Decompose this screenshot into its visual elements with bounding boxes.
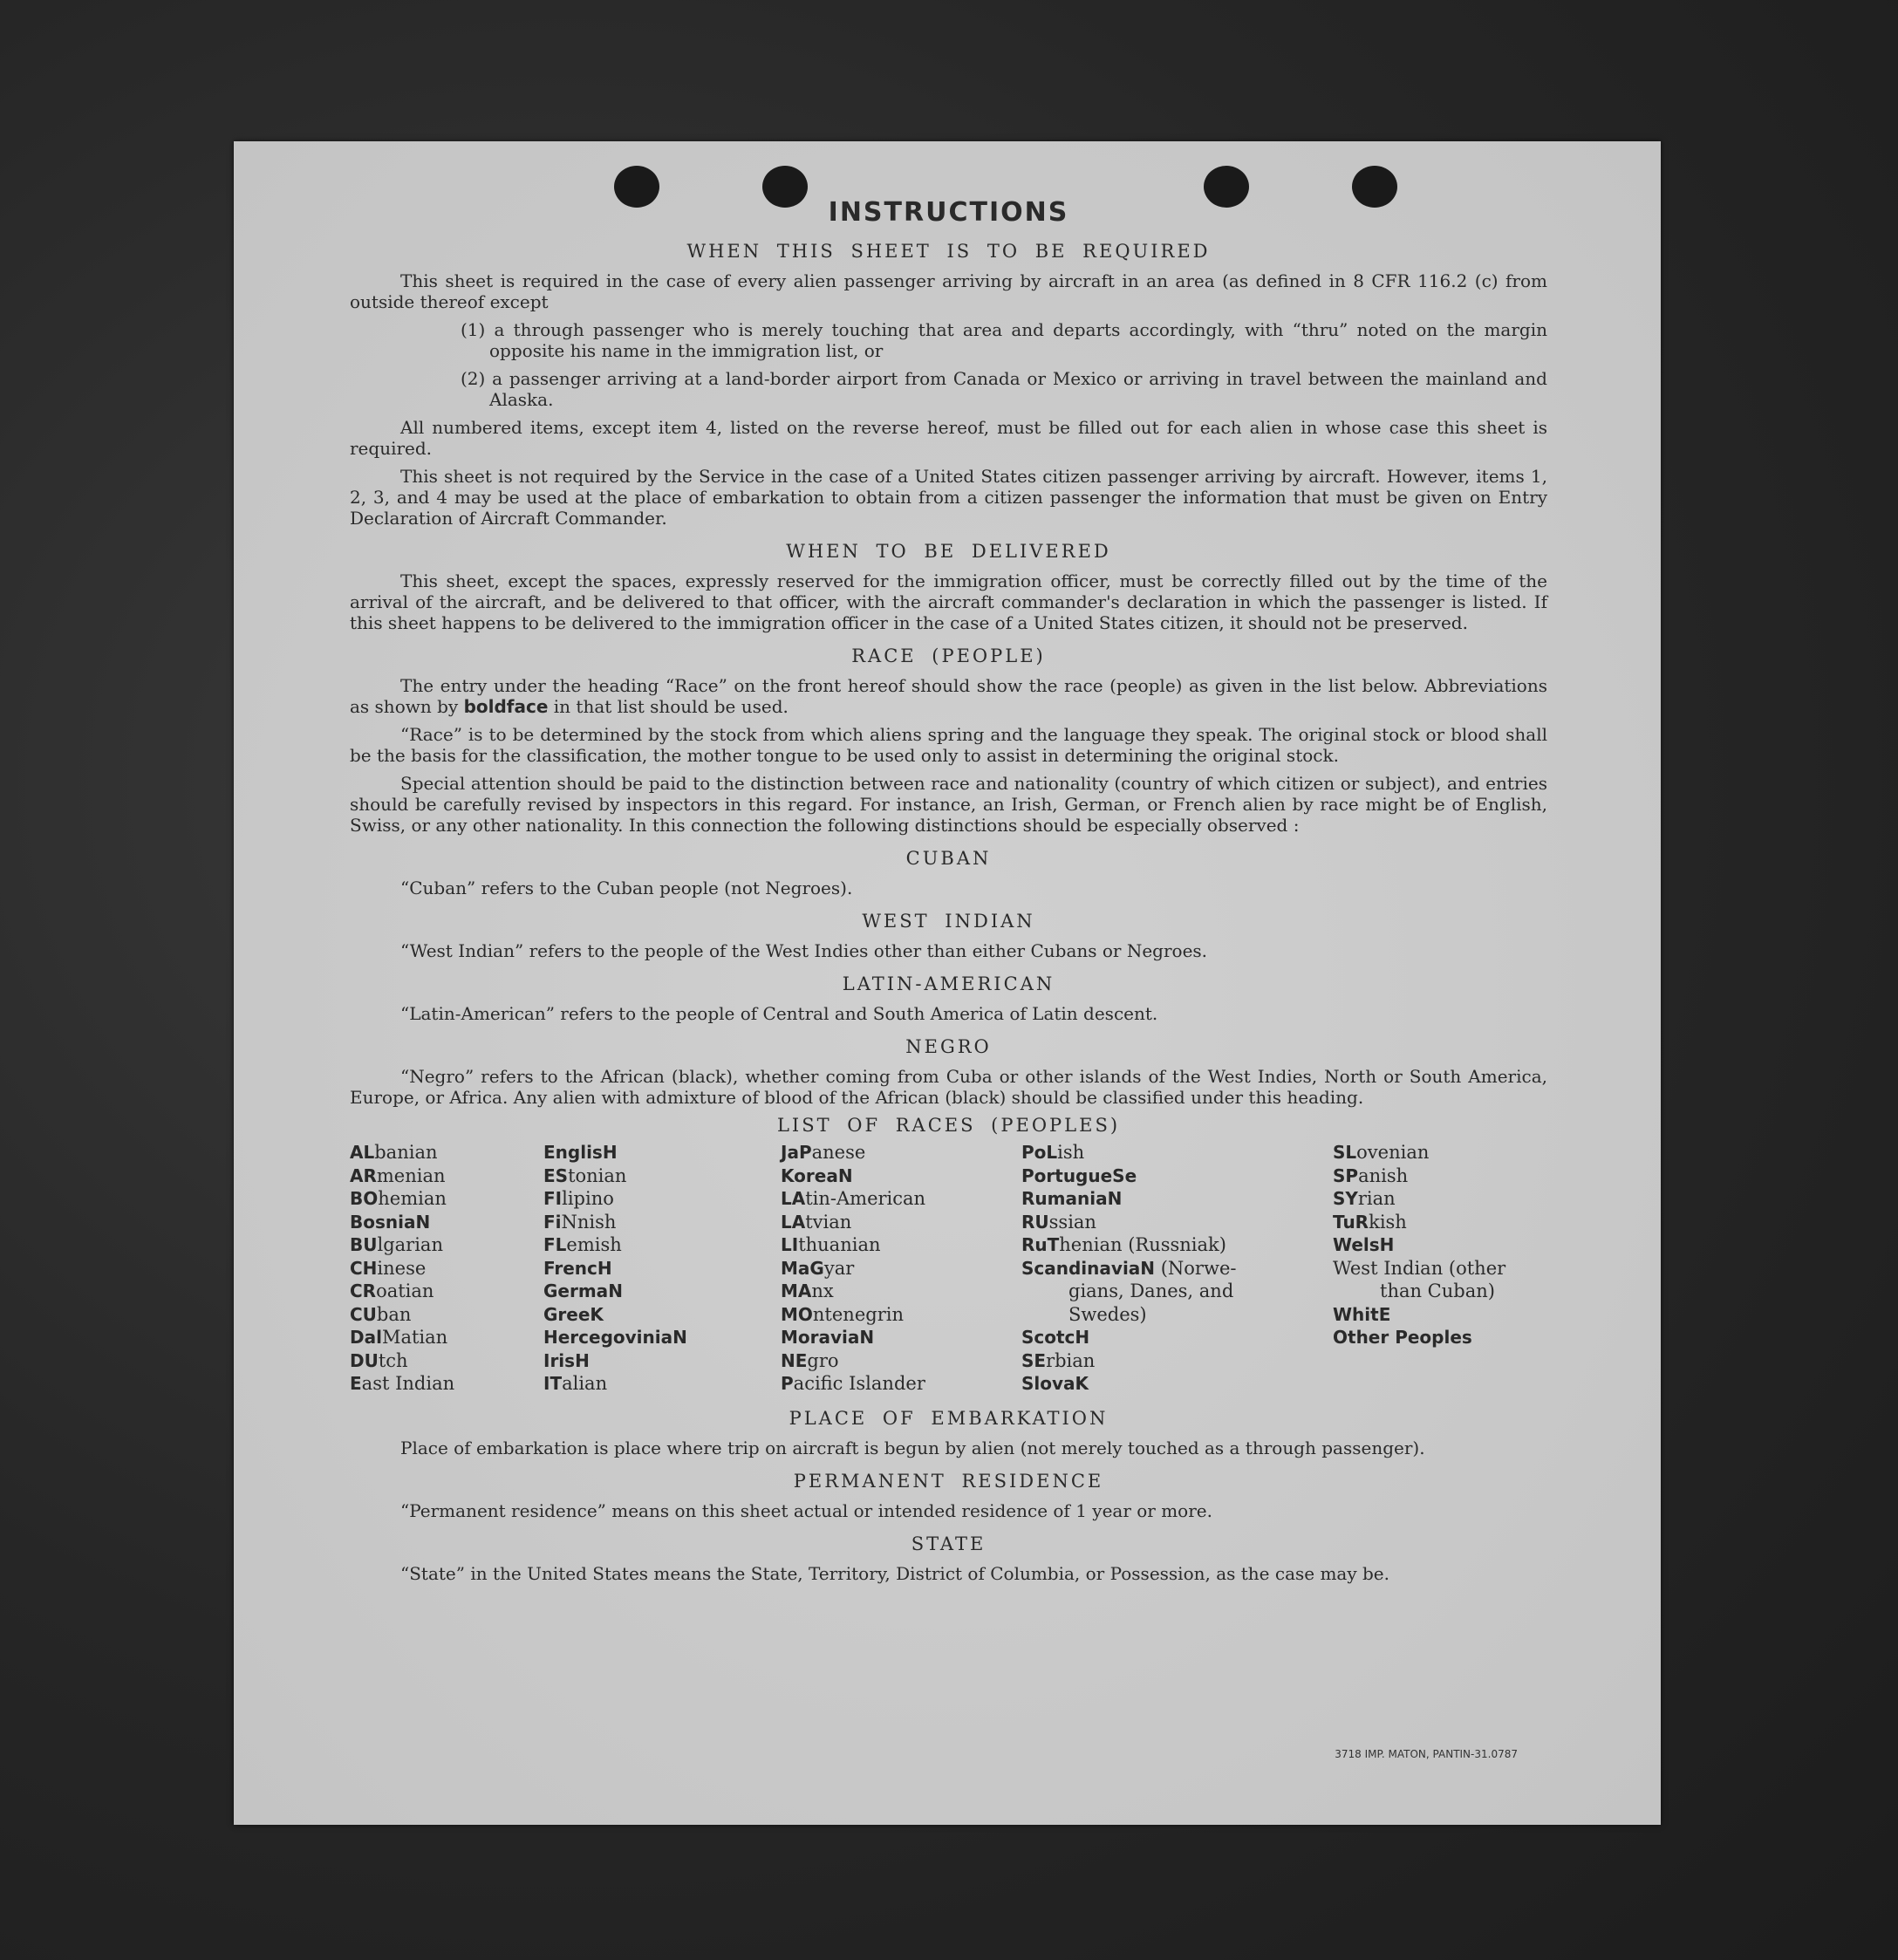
races-list — [350, 1141, 1547, 1396]
race-abbrev: Englis — [543, 1142, 603, 1163]
race-rest: nx — [811, 1280, 834, 1301]
section-heading: WHEN THIS SHEET IS TO BE REQUIRED — [686, 241, 1211, 262]
race-item — [543, 1164, 781, 1188]
race-item — [1021, 1349, 1333, 1373]
paragraph: This sheet, except the spaces, expressly reserved for the immigration officer, must be correctly filled out by the time of the arrival of the aircraft, and be delivered to that officer, with the aircraft commander's declaration in which the passenger is listed. If this sheet happens to be delivered to the immigration officer in the case of a United States citizen, it should not be preserved. — [350, 570, 1547, 633]
race-rest: banian — [374, 1142, 438, 1163]
race-abbrev: Fi — [543, 1211, 562, 1233]
race-rest: (Norwe- — [1155, 1257, 1237, 1279]
race-rest: gro — [807, 1349, 839, 1371]
race-abbrev: SY — [1333, 1188, 1358, 1209]
race-abbrev: RU — [1021, 1211, 1049, 1233]
races-column — [1021, 1141, 1333, 1396]
race-item — [543, 1211, 781, 1234]
race-item — [350, 1280, 543, 1303]
race-abbrev: JaP — [781, 1142, 812, 1163]
race-abbrev: Korea — [781, 1164, 838, 1186]
paragraph: Special attention should be paid to the distinction between race and nationality (country of which citizen or subject), and entries should be carefully revised by inspectors in this regard. For instance, an Irish, German, or French alien by race might be of English, Swiss, or any other nationality. In this connection the following distinctions should be especially observed : — [350, 773, 1547, 836]
race-abbrev-suffix: H — [1379, 1234, 1395, 1255]
race-rest: tch — [378, 1349, 408, 1371]
race-item — [1021, 1164, 1333, 1188]
race-abbrev: Slova — [1021, 1373, 1075, 1394]
race-abbrev: Wels — [1333, 1234, 1380, 1255]
race-abbrev: Germa — [543, 1280, 609, 1301]
race-abbrev: Bosnia — [350, 1211, 416, 1233]
race-abbrev: MaG — [781, 1257, 824, 1279]
race-abbrev-suffix: K — [590, 1303, 604, 1325]
race-rest: kish — [1369, 1211, 1407, 1233]
printer-imprint: 3718 IMP. MATON, PANTIN-31.0787 — [1335, 1748, 1518, 1760]
race-item — [781, 1326, 1021, 1349]
document-page — [234, 141, 1661, 1825]
race-item — [781, 1349, 1021, 1373]
race-rest: ish — [1057, 1142, 1085, 1163]
race-rest: emish — [566, 1234, 622, 1255]
race-abbrev: Frenc — [543, 1257, 597, 1279]
race-item — [781, 1233, 1021, 1257]
races-column — [781, 1141, 1021, 1396]
race-rest: henian (Russniak) — [1059, 1234, 1226, 1255]
race-abbrev: Iris — [543, 1349, 576, 1371]
race-abbrev: TuR — [1333, 1211, 1369, 1233]
race-item — [1333, 1187, 1547, 1211]
race-abbrev: Scotc — [1021, 1327, 1075, 1348]
race-rest: inese — [377, 1257, 427, 1279]
race-abbrev-suffix: H — [602, 1142, 618, 1163]
race-item — [350, 1211, 543, 1234]
race-rest: Matian — [381, 1327, 448, 1348]
race-rest: acific Islander — [793, 1373, 925, 1394]
race-rest: hemian — [378, 1188, 447, 1209]
race-abbrev: Hercegovinia — [543, 1327, 673, 1348]
race-item — [1021, 1326, 1333, 1349]
race-rest: menian — [376, 1164, 446, 1186]
race-abbrev-suffix: N — [859, 1327, 875, 1348]
race-item — [1021, 1233, 1333, 1257]
race-item — [543, 1372, 781, 1396]
race-abbrev: CR — [350, 1280, 377, 1301]
race-item — [543, 1233, 781, 1257]
race-abbrev: P — [781, 1373, 794, 1394]
race-rest: Nnish — [561, 1211, 617, 1233]
race-rest: rian — [1357, 1188, 1396, 1209]
race-abbrev: E — [350, 1373, 362, 1394]
race-item — [1021, 1257, 1333, 1280]
race-abbrev: PortugueSe — [1021, 1164, 1137, 1186]
race-text: Other Peoples — [1333, 1327, 1472, 1348]
race-abbrev: LA — [781, 1211, 806, 1233]
section-heading: STATE — [911, 1533, 987, 1554]
race-item — [1333, 1280, 1547, 1303]
race-item — [543, 1326, 781, 1349]
paragraph: This sheet is not required by the Service in the case of a United States citizen passenger arriving by aircraft. However, items 1, 2, 3, and 4 may be used at the place of embarkation to obtain from a citizen passenger the information that must be given on Entry Declaration of Aircraft Commander. — [350, 466, 1547, 529]
race-item — [1021, 1141, 1333, 1164]
race-abbrev: AL — [350, 1142, 375, 1163]
text: The entry under the heading “Race” on the front hereof should show the race (people) as given in the list below. Abbreviations as shown by — [350, 675, 1547, 717]
race-rest: tvian — [805, 1211, 852, 1233]
race-abbrev: NE — [781, 1349, 808, 1371]
race-rest: alian — [562, 1373, 608, 1394]
race-abbrev: FI — [543, 1188, 563, 1209]
race-item — [1021, 1303, 1333, 1327]
race-rest: tin-American — [805, 1188, 926, 1209]
section-heading: PERMANENT RESIDENCE — [793, 1470, 1104, 1492]
paragraph: “Latin-American” refers to the people of Central and South America of Latin descent. — [400, 1003, 1158, 1024]
races-column — [1333, 1141, 1547, 1396]
boldface-word: boldface — [463, 696, 549, 717]
race-item — [543, 1280, 781, 1303]
race-abbrev: CH — [350, 1257, 378, 1279]
race-abbrev: Rumania — [1021, 1188, 1108, 1209]
paragraph: This sheet is required in the case of every alien passenger arriving by aircraft in an area (as defined in 8 CFR 116.2 (c) from outside thereof except — [350, 270, 1547, 312]
race-abbrev: MA — [781, 1280, 812, 1301]
race-rest: thuanian — [798, 1234, 881, 1255]
race-abbrev-suffix: E — [1378, 1303, 1391, 1325]
race-item — [781, 1303, 1021, 1327]
race-item — [1333, 1211, 1547, 1234]
race-abbrev-suffix: H — [1075, 1327, 1090, 1348]
section-heading: PLACE OF EMBARKATION — [789, 1407, 1109, 1429]
section-heading: WEST INDIAN — [862, 911, 1035, 932]
race-abbrev: Scandinavia — [1021, 1257, 1141, 1279]
paragraph: “State” in the United States means the State, Territory, District of Columbia, or Possession, as the case may be. — [400, 1562, 1389, 1584]
race-rest: oatian — [376, 1280, 434, 1301]
race-item — [543, 1141, 781, 1164]
race-rest: ssian — [1048, 1211, 1096, 1233]
race-abbrev: AR — [350, 1164, 377, 1186]
page-title: INSTRUCTIONS — [828, 197, 1069, 228]
race-item — [781, 1141, 1021, 1164]
race-abbrev: SE — [1021, 1349, 1047, 1371]
race-item — [350, 1372, 543, 1396]
race-item — [781, 1372, 1021, 1396]
race-item — [1333, 1326, 1547, 1349]
race-abbrev: Whit — [1333, 1303, 1379, 1325]
paragraph: Place of embarkation is place where trip on aircraft is begun by alien (not merely touched as a through passenger). — [400, 1437, 1425, 1458]
race-abbrev: BO — [350, 1188, 379, 1209]
race-rest: tonian — [568, 1164, 627, 1186]
paragraph — [350, 675, 1547, 717]
race-abbrev-suffix: N — [608, 1280, 623, 1301]
race-abbrev: ES — [543, 1164, 569, 1186]
race-item — [1021, 1372, 1333, 1396]
race-rest: ovenian — [1356, 1142, 1430, 1163]
race-item — [1333, 1257, 1547, 1280]
section-heading: LIST OF RACES (PEOPLES) — [776, 1115, 1121, 1136]
race-abbrev: PoL — [1021, 1142, 1058, 1163]
race-text: West Indian (other — [1333, 1257, 1506, 1279]
race-item — [1333, 1233, 1547, 1257]
race-rest: ast Indian — [361, 1373, 455, 1394]
race-item — [1333, 1303, 1547, 1327]
race-item — [781, 1280, 1021, 1303]
race-abbrev: Gree — [543, 1303, 591, 1325]
race-item — [350, 1233, 543, 1257]
race-item — [1333, 1141, 1547, 1164]
section-heading: NEGRO — [905, 1036, 992, 1057]
race-abbrev: CU — [350, 1303, 377, 1325]
race-text: than Cuban) — [1380, 1280, 1495, 1301]
race-item — [1021, 1211, 1333, 1234]
race-item — [1021, 1187, 1333, 1211]
instructions-content — [350, 197, 1547, 1591]
race-rest: ban — [376, 1303, 412, 1325]
race-abbrev-suffix: N — [1140, 1257, 1156, 1279]
race-abbrev: Dal — [350, 1327, 382, 1348]
paragraph: “West Indian” refers to the people of the West Indies other than either Cubans or Negroes. — [400, 940, 1208, 961]
race-item — [1021, 1280, 1333, 1303]
paragraph: “Cuban” refers to the Cuban people (not Negroes). — [400, 878, 853, 898]
race-abbrev: RuT — [1021, 1234, 1060, 1255]
race-item — [350, 1187, 543, 1211]
races-column — [350, 1141, 543, 1396]
race-item — [781, 1257, 1021, 1280]
race-item — [350, 1164, 543, 1188]
race-abbrev-suffix: N — [415, 1211, 431, 1233]
race-item — [781, 1187, 1021, 1211]
race-abbrev: Moravia — [781, 1327, 860, 1348]
list-item: (1) a through passenger who is merely touching that area and departs accordingly, with “thru” noted on the margin opposite his name in the immigration list, or — [461, 319, 1547, 361]
race-item — [1333, 1164, 1547, 1188]
race-text: Swedes) — [1068, 1303, 1147, 1325]
list-item: (2) a passenger arriving at a land-border airport from Canada or Mexico or arriving in travel between the mainland and Alaska. — [461, 368, 1547, 410]
races-column — [543, 1141, 781, 1396]
race-abbrev: SL — [1333, 1142, 1357, 1163]
race-abbrev: LI — [781, 1234, 799, 1255]
race-abbrev-suffix: H — [575, 1349, 590, 1371]
race-abbrev: BU — [350, 1234, 378, 1255]
race-item — [350, 1303, 543, 1327]
race-item — [350, 1326, 543, 1349]
paragraph: “Negro” refers to the African (black), whether coming from Cuba or other islands of the West Indies, North or South America, Europe, or Africa. Any alien with admixture of blood of the African (black) should be classified under this heading. — [350, 1066, 1547, 1108]
race-rest: anese — [811, 1142, 866, 1163]
race-item — [543, 1187, 781, 1211]
section-heading: RACE (PEOPLE) — [851, 645, 1046, 666]
race-rest: anish — [1358, 1164, 1409, 1186]
race-rest: rbian — [1046, 1349, 1096, 1371]
section-heading: CUBAN — [905, 848, 992, 869]
race-rest: lgarian — [377, 1234, 443, 1255]
race-item — [350, 1349, 543, 1373]
race-item — [543, 1349, 781, 1373]
race-item — [350, 1141, 543, 1164]
race-abbrev: LA — [781, 1188, 806, 1209]
section-heading: LATIN-AMERICAN — [842, 973, 1055, 994]
section-heading: WHEN TO BE DELIVERED — [786, 541, 1111, 562]
race-abbrev-suffix: H — [597, 1257, 612, 1279]
race-abbrev: MO — [781, 1303, 813, 1325]
race-item — [781, 1211, 1021, 1234]
paragraph: All numbered items, except item 4, listed on the reverse hereof, must be filled out for each alien in whose case this sheet is required. — [350, 417, 1547, 459]
race-item — [543, 1303, 781, 1327]
race-item — [781, 1164, 1021, 1188]
race-item — [543, 1257, 781, 1280]
race-abbrev: IT — [543, 1373, 563, 1394]
race-item — [350, 1257, 543, 1280]
race-abbrev: SP — [1333, 1164, 1359, 1186]
race-rest: ntenegrin — [812, 1303, 904, 1325]
race-abbrev: DU — [350, 1349, 379, 1371]
race-rest: yar — [823, 1257, 855, 1279]
paragraph: “Permanent residence” means on this sheet actual or intended residence of 1 year or more. — [400, 1499, 1212, 1521]
race-abbrev-suffix: N — [672, 1327, 687, 1348]
race-abbrev-suffix: N — [1107, 1188, 1123, 1209]
paragraph: “Race” is to be determined by the stock from which aliens spring and the language they speak. The original stock or blood shall be the basis for the classification, the mother tongue to be used only to assist in determining the original stock. — [350, 724, 1547, 766]
race-abbrev: FL — [543, 1234, 567, 1255]
race-abbrev-suffix: N — [837, 1164, 853, 1186]
race-rest: lipino — [562, 1188, 614, 1209]
race-abbrev-suffix: K — [1075, 1373, 1089, 1394]
race-text: gians, Danes, and — [1068, 1280, 1234, 1301]
text: in that list should be used. — [553, 696, 789, 717]
